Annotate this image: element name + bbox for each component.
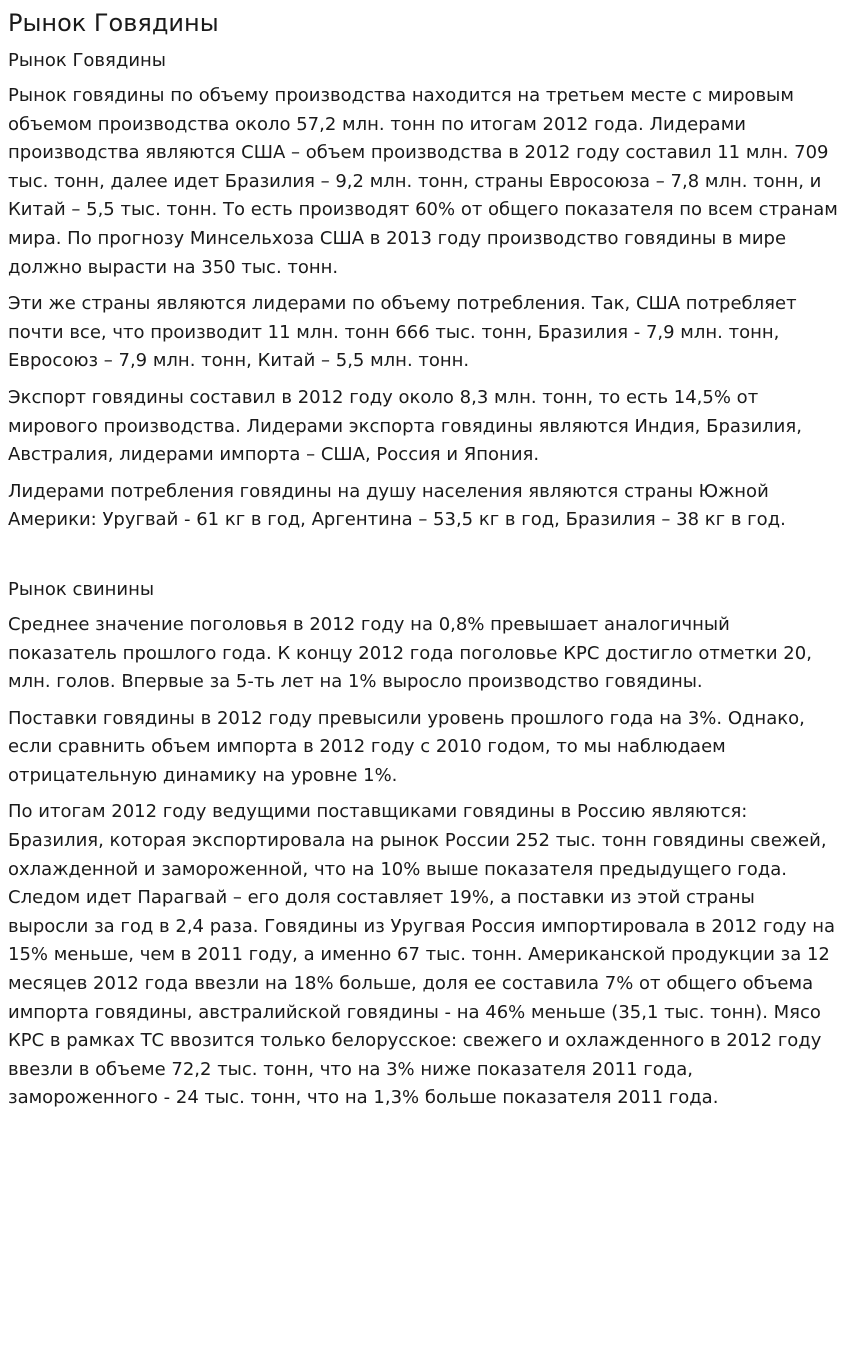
paragraph: Поставки говядины в 2012 году превысили уровень прошлого года на 3%. Однако, если сравнить объем импорта в 2012 году с 2010 годом, то мы наблюдаем отрицательную динамику на уровне 1%. bbox=[8, 707, 805, 786]
paragraph: Лидерами потребления говядины на душу населения являются страны Южной Америки: Уругвай - 61 кг в год, Аргентина – 53,5 кг в год, Бразилия – 38 кг в год. bbox=[8, 480, 786, 531]
section-beef-market bbox=[8, 48, 839, 535]
section-spacer bbox=[8, 543, 839, 577]
section-heading: Рынок свинины bbox=[8, 578, 155, 600]
paragraph: Рынок говядины по объему производства находится на третьем месте с мировым объемом производства около 57,2 млн. тонн по итогам 2012 года. Лидерами производства являются США – объем производства в 2012 году составил 11 млн. 709 тыс. тонн, далее идет Бразилия – 9,2 млн. тонн, страны Евросоюза – 7,8 млн. тонн, и Китай – 5,5 тыс. тонн. То есть производят 60% от общего показателя по всем странам мира. По прогнозу Минсельхоза США в 2013 году производство говядины в мире должно вырасти на 350 тыс. тонн. bbox=[8, 85, 838, 278]
section-pork-market bbox=[8, 577, 839, 1113]
page-title: Рынок Говядины bbox=[8, 9, 219, 37]
paragraph: Эти же страны являются лидерами по объему потребления. Так, США потребляет почти все, что производит 11 млн. тонн 666 тыс. тонн, Бразилия - 7,9 млн. тонн, Евросоюз – 7,9 млн. тонн, Китай – 5,5 млн. тонн. bbox=[8, 293, 797, 372]
paragraph: По итогам 2012 году ведущими поставщиками говядины в Россию являются: Бразилия, которая экспортировала на рынок России 252 тыс. тонн говядины свежей, охлажденной и замороженной, что на 10% выше показателя предыдущего года. Следом идет Парагвай – его доля составляет 19%, а поставки из этой страны выросли за год в 2,4 раза. Говядины из Уругвая Россия импортировала в 2012 году на 15% меньше, чем в 2011 году, а именно 67 тыс. тонн. Американской продукции за 12 месяцев 2012 года ввезли на 18% больше, доля ее составила 7% от общего объема импорта говядины, австралийской говядины - на 46% меньше (35,1 тыс. тонн). Мясо КРС в рамках ТС ввозится только белорусское: свежего и охлажденного в 2012 году ввезли в объеме 72,2 тыс. тонн, что на 3% ниже показателя 2011 года, замороженного - 24 тыс. тонн, что на 1,3% больше показателя 2011 года. bbox=[8, 801, 836, 1109]
section-heading: Рынок Говядины bbox=[8, 50, 166, 71]
paragraph: Экспорт говядины составил в 2012 году около 8,3 млн. тонн, то есть 14,5% от мирового производства. Лидерами экспорта говядины являются Индия, Бразилия, Австралия, лидерами импорта – США, Россия и Япония. bbox=[8, 386, 802, 466]
paragraph: Среднее значение поголовья в 2012 году на 0,8% превышает аналогичный показатель прошлого года. К концу 2012 года поголовье КРС достигло отметки 20, млн. голов. Впервые за 5-ть лет на 1% выросло производство говядины. bbox=[8, 613, 812, 693]
